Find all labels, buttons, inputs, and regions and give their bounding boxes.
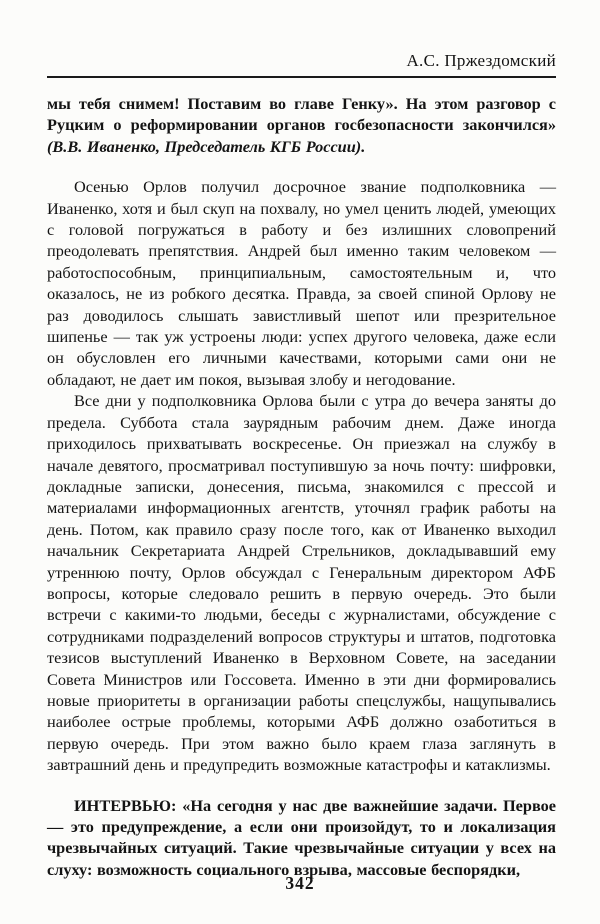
quote-continuation-text: мы тебя снимем! Поставим во главе Генку». На этом разговор с Руцким о реформировании органов госбезопасности закончился»	[47, 94, 556, 135]
body-paragraph-2: Все дни у подполковника Орлова были с утра до вечера заняты до предела. Суббота стала заурядным рабочим днем. Даже иногда приходилось прихватывать воскресенье. Он приезжал на службу в начале девятого, просматривал поступившую за ночь почту: шифровки, докладные записки, донесения, письма, знакомился с прессой и материалами информационных агентств, уточнял график работы на день. Потом, как правило сразу после того, как от Иваненко выходил начальник Секретариата Андрей Стрельников, докладывавший ему утреннюю почту, Орлов обсуждал с Генеральным директором АФБ вопросы, которые следовало решить в первую очередь. Это были встречи с какими-то людьми, беседы с журналистами, обсуждение с сотрудниками подразделений вопросов структуры и штатов, подготовка тезисов выступлений Иваненко в Верховном Совете, на заседании Совета Министров или Госсовета. Именно в эти дни формировались новые приоритеты в организации работы спецслужбы, нащупывались наиболее острые проблемы, которыми АФБ должно озаботиться в первую очередь. При этом важно было краем глаза заглянуть в завтрашний день и предупредить возможные катастрофы и катаклизмы.	[47, 391, 556, 775]
quote-paragraph	[47, 93, 556, 157]
body-paragraph-1: Осенью Орлов получил досрочное звание подполковника — Иваненко, хотя и был скуп на похвалу, но умел ценить людей, умеющих с головой погружаться в работу и без излишних словопрений преодолевать препятствия. Андрей был именно таким человеком — работоспособным, принципиальным, самостоятельным и, что оказалось, не из робкого десятка. Правда, за своей спиной Орлову не раз доводилось слышать завистливый шепот или презрительное шипенье — так уж устроены люди: успех другого человека, даже если он обусловлен его личными качествами, которыми сами они не обладают, не дает им покоя, вызывая злобу и негодование.	[47, 177, 556, 389]
quote-attribution-text: (В.В. Иваненко, Председатель КГБ России).	[47, 136, 366, 156]
page-number: 342	[285, 873, 315, 893]
page-body	[47, 93, 556, 880]
author-name: А.С. Пржездомский	[406, 51, 556, 70]
interview-paragraph: ИНТЕРВЬЮ: «На сегодня у нас две важнейшие задачи. Первое — это предупреждение, а если они произойдут, то и локализация чрезвычайных ситуаций. Такие чрезвычайные ситуации у всех на слуху: возможность социального взрыва, массовые беспорядки,	[47, 795, 556, 879]
header-divider	[47, 76, 556, 78]
running-header	[47, 50, 556, 72]
